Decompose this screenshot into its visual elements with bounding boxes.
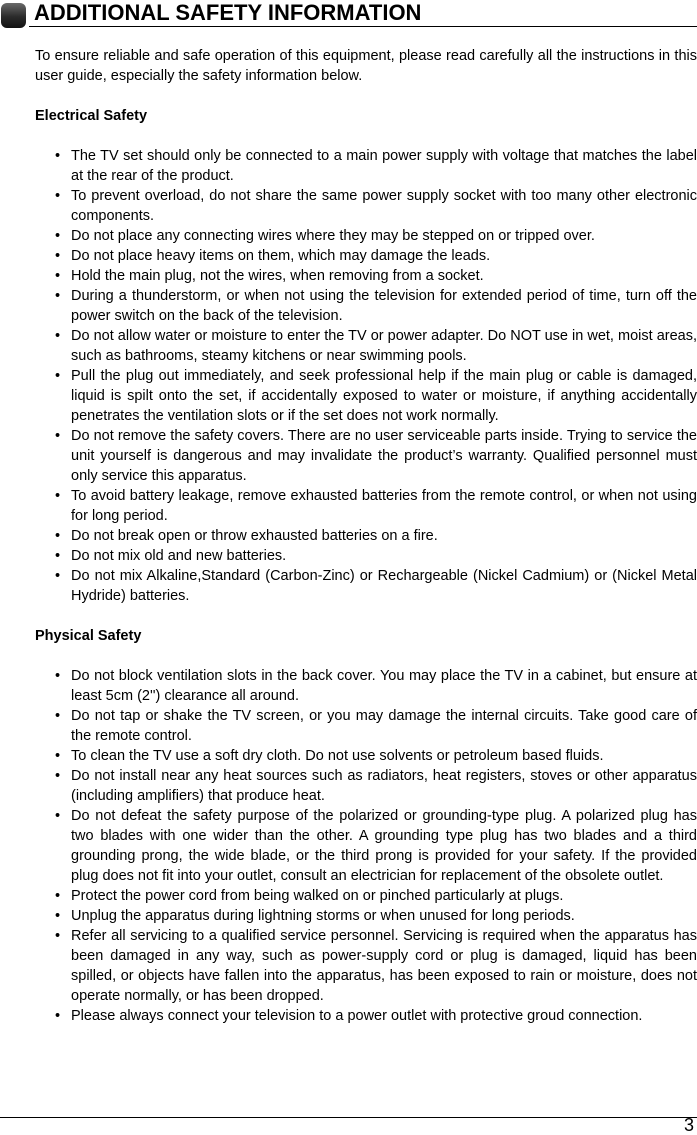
list-item: • Do not mix old and new batteries.: [35, 546, 697, 566]
list-item: • To prevent overload, do not share the same power supply socket with too many other electronic components.: [35, 186, 697, 226]
list-item: • Refer all servicing to a qualified service personnel. Servicing is required when the apparatus has been damaged in any way, such as power-supply cord or plug is damaged, liquid has been spilled, or objects have fallen into the apparatus, has been exposed to rain or moisture, does not operate normally, or has been dropped.: [35, 926, 697, 1006]
list-item: • To clean the TV use a soft dry cloth. Do not use solvents or petroleum based fluids.: [35, 746, 697, 766]
page-title: ADDITIONAL SAFETY INFORMATION: [34, 0, 422, 25]
list-item: • Do not remove the safety covers. There are no user serviceable parts inside. Trying to service the unit yourself is dangerous and may invalidate the product’s warranty. Qualified personnel must only service this apparatus.: [35, 426, 697, 486]
footer-divider: [0, 1117, 697, 1118]
list-item: • Do not place any connecting wires where they may be stepped on or tripped over.: [35, 226, 697, 246]
header-divider: [29, 26, 697, 27]
electrical-safety-list: [35, 146, 697, 606]
physical-safety-list: [35, 666, 697, 1026]
list-item: • Hold the main plug, not the wires, when removing from a socket.: [35, 266, 697, 286]
list-item: • Do not allow water or moisture to enter the TV or power adapter. Do NOT use in wet, moist areas, such as bathrooms, steamy kitchens or near swimming pools.: [35, 326, 697, 366]
list-item: • Do not break open or throw exhausted batteries on a fire.: [35, 526, 697, 546]
list-item: • Pull the plug out immediately, and seek professional help if the main plug or cable is damaged, liquid is spilt onto the set, if accidentally exposed to water or moisture, if anything accidentally penetrates the ventilation slots or if the set does not work normally.: [35, 366, 697, 426]
list-item: • Do not place heavy items on them, which may damage the leads.: [35, 246, 697, 266]
section-marker-icon: [1, 3, 26, 28]
list-item: • Do not install near any heat sources such as radiators, heat registers, stoves or other apparatus (including amplifiers) that produce heat.: [35, 766, 697, 806]
list-item: • During a thunderstorm, or when not using the television for extended period of time, turn off the power switch on the back of the television.: [35, 286, 697, 326]
list-item: • The TV set should only be connected to a main power supply with voltage that matches the label at the rear of the product.: [35, 146, 697, 186]
intro-paragraph: To ensure reliable and safe operation of this equipment, please read carefully all the instructions in this user guide, especially the safety information below.: [35, 48, 697, 84]
list-item: • Do not mix Alkaline,Standard (Carbon-Zinc) or Rechargeable (Nickel Cadmium) or (Nickel Metal Hydride) batteries.: [35, 566, 697, 606]
page-header: [0, 0, 697, 28]
list-item: • Do not tap or shake the TV screen, or you may damage the internal circuits. Take good care of the remote control.: [35, 706, 697, 746]
list-item: • Protect the power cord from being walked on or pinched particularly at plugs.: [35, 886, 697, 906]
list-item: • Do not defeat the safety purpose of the polarized or grounding-type plug. A polarized plug has two blades with one wider than the other. A grounding type plug has two blades and a third grounding prong, the wide blade, or the third prong is provided for your safety. If the provided plug does not fit into your outlet, consult an electrician for replacement of the obsolete outlet.: [35, 806, 697, 886]
list-item: • Unplug the apparatus during lightning storms or when unused for long periods.: [35, 906, 697, 926]
list-item: • Please always connect your television to a power outlet with protective groud connection.: [35, 1006, 697, 1026]
document-body: [35, 46, 697, 1026]
list-item: • Do not block ventilation slots in the back cover. You may place the TV in a cabinet, but ensure at least 5cm (2'') clearance all around.: [35, 666, 697, 706]
list-item: • To avoid battery leakage, remove exhausted batteries from the remote control, or when not using for long period.: [35, 486, 697, 526]
section-title-electrical: Electrical Safety: [35, 108, 148, 124]
section-title-physical: Physical Safety: [35, 628, 142, 644]
page-number: 3: [683, 1115, 694, 1135]
